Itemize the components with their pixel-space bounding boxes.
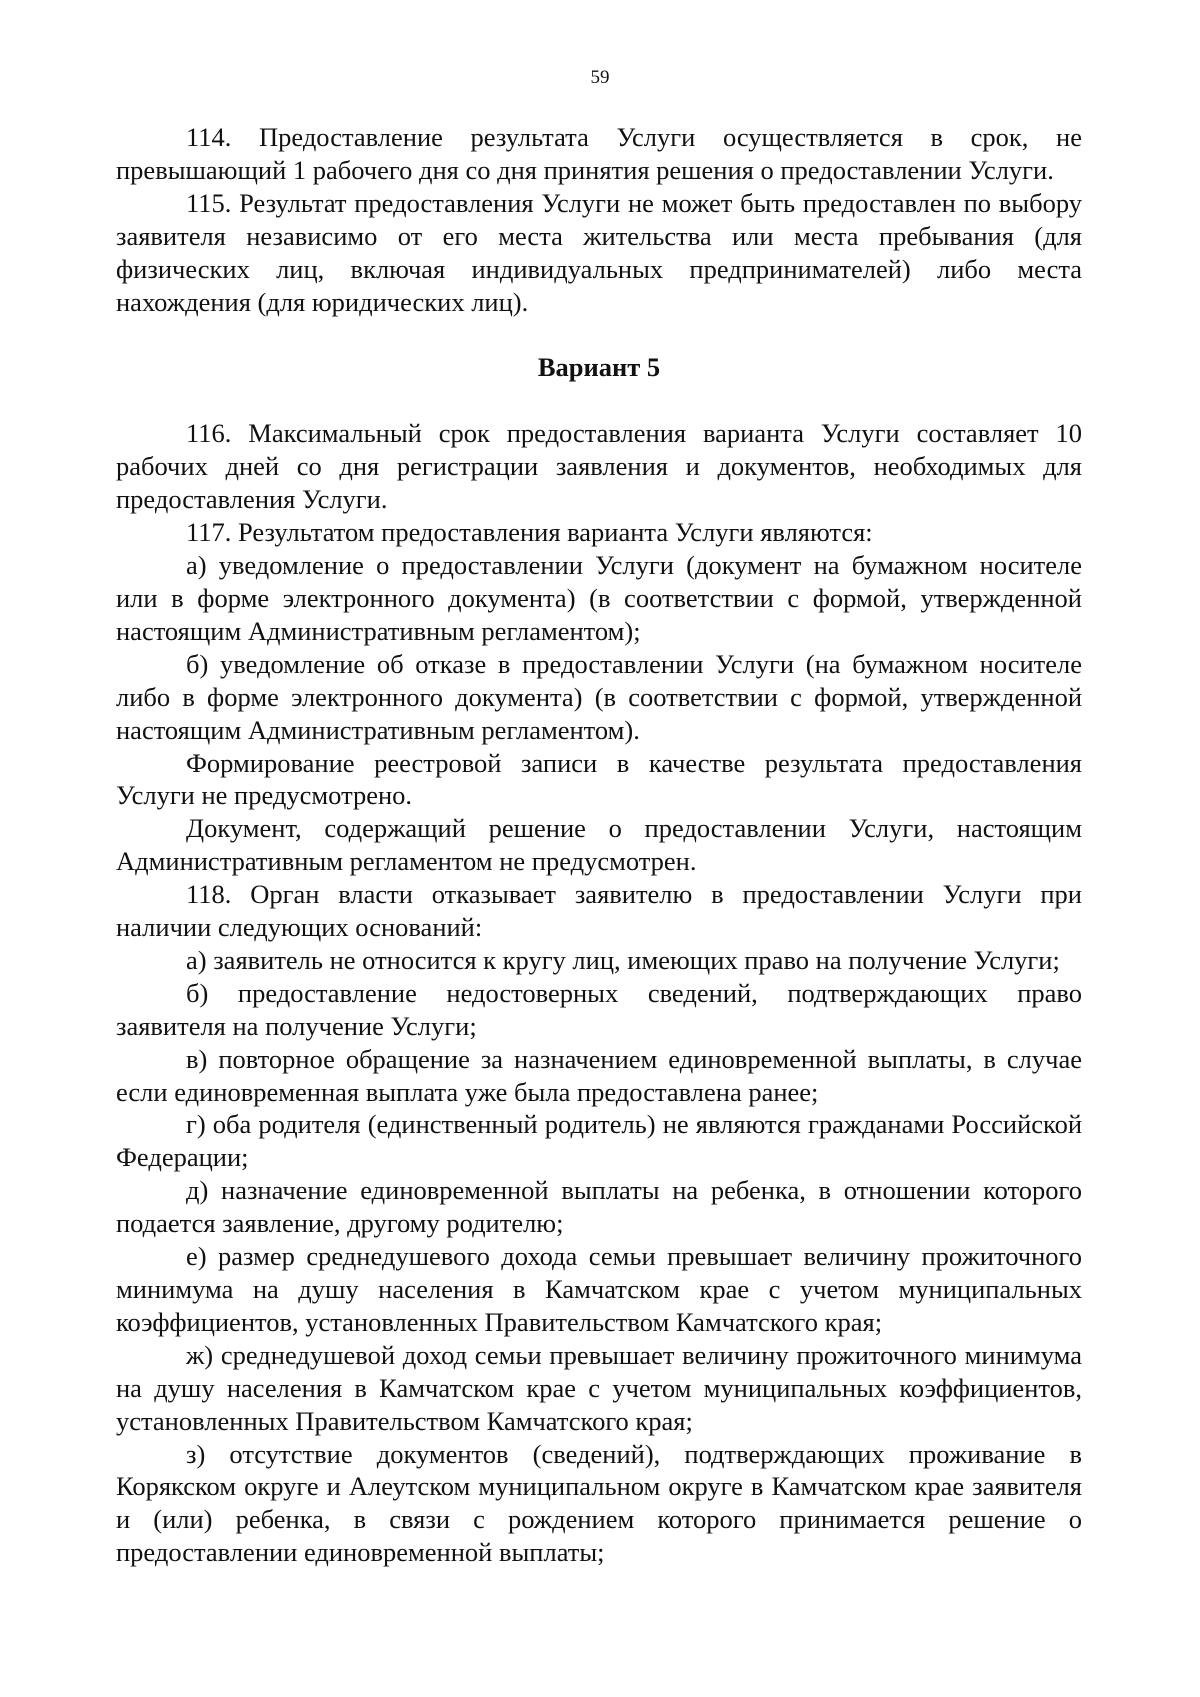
- paragraph-118-g: г) оба родителя (единственный родитель) не являются гражданами Российской Федерации;: [116, 1109, 1082, 1173]
- paragraph-118-v: в) повторное обращение за назначением единовременной выплаты, в случае если единовременная выплата уже была предоставлена ранее;: [116, 1043, 1082, 1107]
- paragraph-118-d: д) назначение единовременной выплаты на ребенка, в отношении которого подается заявление, другому родителю;: [116, 1175, 1082, 1239]
- paragraph-115: 115. Результат предоставления Услуги не может быть предоставлен по выбору заявителя независимо от его места жительства или места пребывания (для физических лиц, включая индивидуальных предпринимателей) либо места нахождения (для юридических лиц).: [116, 187, 1082, 317]
- paragraph-117: 117. Результатом предоставления варианта Услуги являются:: [186, 517, 873, 548]
- page-number: 59: [590, 67, 610, 88]
- paragraph-118-zh: ж) среднедушевой доход семьи превышает величину прожиточного минимума на душу населения в Камчатском крае с учетом муниципальных коэффициентов, установленных Правительством Камчатского края;: [116, 1339, 1082, 1436]
- paragraph-114: 114. Предоставление результата Услуги осуществляется в срок, не превышающий 1 рабочего дня со дня принятия решения о предоставлении Услуги.: [116, 122, 1082, 185]
- paragraph-118-b: б) предоставление недостоверных сведений, подтверждающих право заявителя на получение Услуги;: [116, 977, 1082, 1041]
- paragraph-118: 118. Орган власти отказывает заявителю в предоставлении Услуги при наличии следующих оснований:: [116, 879, 1082, 943]
- paragraph-decision-document: Документ, содержащий решение о предоставлении Услуги, настоящим Административным регламентом не предусмотрен.: [116, 813, 1082, 877]
- paragraph-118-e: е) размер среднедушевого дохода семьи превышает величину прожиточного минимума на душу населения в Камчатском крае с учетом муниципальных коэффициентов, установленных Правительством Камчатского края;: [116, 1241, 1082, 1337]
- paragraph-registry-record: Формирование реестровой записи в качестве результата предоставления Услуги не предусмотрено.: [116, 747, 1082, 811]
- paragraph-118-z: з) отсутствие документов (сведений), подтверждающих проживание в Корякском округе и Алеутском муниципальном округе в Камчатском крае заявителя и (или) ребенка, в связи с рождением которого принимается решение о предоставлении единовременной выплаты;: [116, 1438, 1082, 1568]
- section-heading-variant-5: Вариант 5: [537, 352, 661, 383]
- paragraph-117-b: б) уведомление об отказе в предоставлении Услуги (на бумажном носителе либо в форме электронного документа) (в соответствии с формой, утвержденной настоящим Административным регламентом).: [116, 648, 1082, 745]
- paragraph-118-a: а) заявитель не относится к кругу лиц, имеющих право на получение Услуги;: [186, 944, 1060, 975]
- paragraph-117-a: а) уведомление о предоставлении Услуги (документ на бумажном носителе или в форме электронного документа) (в соответствии с формой, утвержденной настоящим Административным регламентом);: [116, 550, 1082, 646]
- paragraph-116: 116. Максимальный срок предоставления варианта Услуги составляет 10 рабочих дней со дня регистрации заявления и документов, необходимых для предоставления Услуги.: [116, 418, 1082, 515]
- document-body: [116, 121, 1082, 1569]
